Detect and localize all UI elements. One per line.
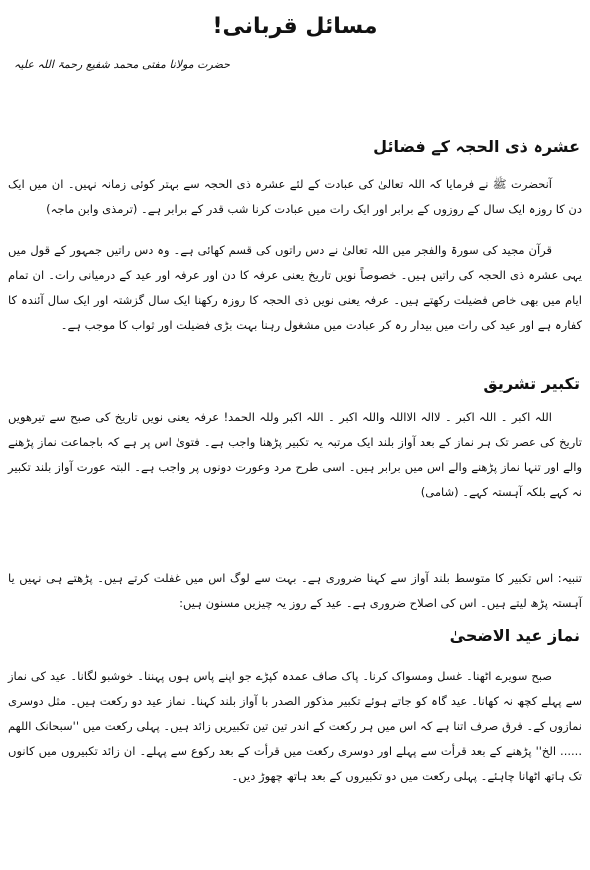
section-heading-eid-prayer: نماز عید الاضحیٰ — [449, 626, 580, 645]
section-heading-virtues: عشرہ ذی الحجہ کے فضائل — [373, 137, 580, 156]
section-heading-takbir: تکبیر تشریق — [483, 374, 580, 393]
page-title: مسائل قربانی! — [212, 14, 378, 39]
paragraph-virtues-1: آنحضرت ﷺ نے فرمایا کہ اللہ تعالیٰ کی عبادت کے لئے عشرہ ذی الحجہ سے بہتر کوئی زمانہ نہیں۔ ان میں ایک دن کا روزہ ایک سال کے روزوں کے برابر اور ایک رات میں عبادت کرنا شب قدر کے برابر ہے۔ (ترمذی وابن ماجہ) — [8, 177, 582, 216]
paragraph-virtues-2: قرآن مجید کی سورۃ والفجر میں اللہ تعالیٰ نے دس راتوں کی قسم کھائی ہے۔ وہ دس راتیں جمہور کے قول میں یہی عشرہ ذی الحجہ کی راتیں ہیں۔ خصوصاً نویں تاریخ یعنی عرفہ کا دن اور عرفہ اور عید کے درمیانی رات۔ ان تمام ایام میں بھی خاص فضیلت رکھتے ہیں۔ عرفہ یعنی نویں ذی الحجہ کا روزہ رکھنا ایک سال گزشتہ اور ایک سال آئندہ کا کفارہ ہے اور عید کی رات میں بیدار رہ کر عبادت میں مشغول رہنا بہت بڑی فضیلت اور ثواب کا موجب ہے۔ — [8, 243, 582, 332]
paragraph-eid-prayer-1: صبح سویرے اٹھنا۔ غسل ومسواک کرنا۔ پاک صاف عمدہ کپڑے جو اپنے پاس ہوں پہننا۔ خوشبو لگانا۔ عید کی نماز سے پہلے کچھ نہ کھانا۔ عید گاہ کو جاتے ہوئے تکبیر مذکور الصدر با آواز بلند کہنا۔ نماز عید دو رکعت ہیں۔ مثل دوسری نمازوں کے۔ فرق صرف اتنا ہے کہ اس میں ہر رکعت کے اندر تین تین تکبیریں زائد ہیں۔ پہلی رکعت میں ''سبحانک اللھم ...... الخ'' پڑھنے کے بعد قرأت سے پہلے اور دوسری رکعت میں قرأت کے بعد رکوع سے پہلے۔ ان زائد تکبیروں میں کانوں تک ہاتھ اٹھانا چاہئے۔ پہلی رکعت میں دو تکبیروں کے بعد ہاتھ چھوڑ دیں۔ — [8, 669, 582, 783]
author-line: حضرت مولانا مفتی محمد شفیع رحمۃ اللہ علیہ — [14, 58, 230, 71]
paragraph-takbir-1: اللہ اکبر ۔ اللہ اکبر ۔ لاالہ الااللہ واللہ اکبر ۔ اللہ اکبر وللہ الحمد! عرفہ یعنی نویں تاریخ کی صبح سے تیرھویں تاریخ کی عصر تک ہر نماز کے بعد آواز بلند ایک مرتبہ یہ تکبیر پڑھنا واجب ہے۔ فتویٰ اس پر ہے کہ باجماعت نماز پڑھنے والے اور تنہا نماز پڑھنے والے اس میں برابر ہیں۔ اسی طرح مرد وعورت دونوں پر واجب ہے۔ البتہ عورت آواز بلند تکبیر نہ کہے بلکہ آہستہ کہے۔ (شامی) — [8, 410, 582, 499]
paragraph-takbir-2: تنبیہ: اس تکبیر کا متوسط بلند آواز سے کہنا ضروری ہے۔ بہت سے لوگ اس میں غفلت کرتے ہیں۔ پڑھتے ہی نہیں یا آہستہ پڑھ لیتے ہیں۔ اس کی اصلاح ضروری ہے۔ عید کے روز یہ چیزیں مسنون ہیں: — [8, 571, 582, 610]
